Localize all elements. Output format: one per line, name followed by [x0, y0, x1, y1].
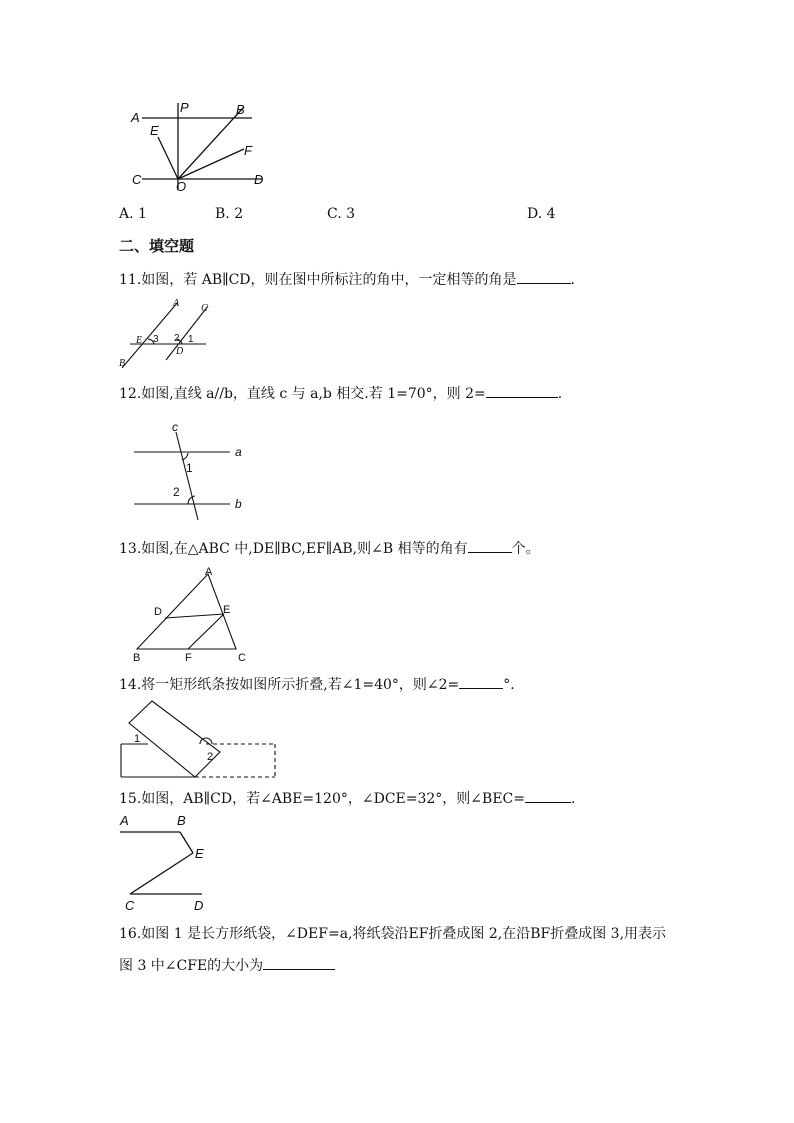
q10-label-a: A: [131, 110, 140, 125]
q11-question: 11.如图，若 AB∥CD，则在图中所标注的角中，一定相等的角是: [119, 272, 517, 288]
q14-label-2: 2: [207, 751, 214, 763]
q15-label-a: A: [120, 813, 129, 828]
q10-label-f: F: [244, 143, 252, 158]
q10-label-e: E: [150, 123, 159, 138]
q10-label-o: O: [176, 179, 187, 194]
q13-figure: [128, 566, 254, 664]
q10-label-c: C: [132, 172, 142, 187]
q11-label-d: D: [176, 346, 184, 357]
q15-label-c: C: [125, 898, 135, 913]
q10-label-d: D: [254, 172, 264, 187]
q11-end: .: [570, 272, 575, 288]
q11-label-c: C: [201, 303, 208, 314]
q14-question: 14.将一矩形纸条按如图所示折叠,若∠1=40°，则∠2=: [119, 677, 460, 693]
q16-question: 图 3 中∠CFE的大小为: [119, 958, 264, 974]
q12-text: [119, 383, 562, 404]
q13-text: [119, 538, 540, 559]
q16-answer-blank[interactable]: [263, 955, 335, 970]
q10-option-b: B. 2: [215, 206, 244, 222]
q15-label-d: D: [194, 898, 204, 913]
q15-figure: [116, 812, 216, 916]
q13-label-e: E: [223, 604, 231, 616]
q14-end: °．: [503, 677, 525, 693]
q13-label-b: B: [133, 652, 141, 664]
q12-label-2: 2: [173, 485, 180, 499]
q15-label-e: E: [195, 846, 204, 861]
q15-end: .: [570, 791, 576, 807]
q12-label-b: b: [235, 497, 242, 511]
q13-end: 个。: [511, 541, 540, 557]
q13-label-c: C: [238, 652, 246, 664]
q12-label-1: 1: [186, 461, 193, 475]
q10-option-d: D. 4: [527, 206, 556, 222]
q11-label-3: 3: [153, 334, 159, 345]
q12-label-a: a: [235, 445, 242, 459]
q13-answer-blank[interactable]: [468, 538, 512, 553]
q15-label-b: B: [177, 813, 186, 828]
q16-line-2: [119, 955, 335, 976]
q11-text: [119, 269, 575, 290]
q10-figure: [128, 98, 273, 194]
q13-question: 13.如图,在△ABC 中,DE∥BC,EF∥AB,则∠B 相等的角有: [119, 541, 468, 557]
q10-label-b: B: [236, 102, 245, 117]
q16-line-1: 16.如图 1 是长方形纸袋，∠DEF=a,将纸袋沿EF折叠成图 2,在沿BF折叠成图 3,用表示: [119, 926, 667, 942]
q12-label-c: c: [172, 420, 178, 434]
q13-label-a: A: [205, 566, 213, 578]
q12-question: 12.如图,直线 a//b，直线 c 与 a,b 相交.若 1=70°，则 2=: [119, 386, 486, 402]
q15-text: [119, 788, 575, 809]
q11-label-e: E: [136, 335, 143, 346]
q13-label-d: D: [154, 606, 162, 618]
q10-option-a: A. 1: [119, 206, 147, 222]
q10-label-p: P: [180, 100, 189, 115]
q11-label-a: A: [173, 298, 180, 309]
q15-question: 15.如图，AB∥CD，若∠ABE=120°，∠DCE=32°，则∠BEC=: [119, 791, 525, 807]
q14-figure: [118, 698, 278, 782]
q11-label-1: 1: [188, 334, 194, 345]
q12-end: .: [557, 386, 563, 402]
q14-label-1: 1: [134, 733, 141, 745]
q12-answer-blank[interactable]: [486, 383, 558, 398]
q11-answer-blank[interactable]: [517, 269, 571, 284]
q14-answer-blank[interactable]: [459, 674, 503, 689]
q11-figure: [116, 296, 214, 368]
q10-option-c: C. 3: [327, 206, 356, 222]
section-heading: 二、填空题: [119, 237, 195, 255]
q15-answer-blank[interactable]: [525, 788, 571, 803]
q13-label-f: F: [185, 652, 192, 664]
q11-label-b: B: [119, 358, 126, 368]
q11-label-2: 2: [174, 333, 180, 344]
q12-figure: [130, 418, 250, 524]
q14-text: [119, 674, 524, 695]
